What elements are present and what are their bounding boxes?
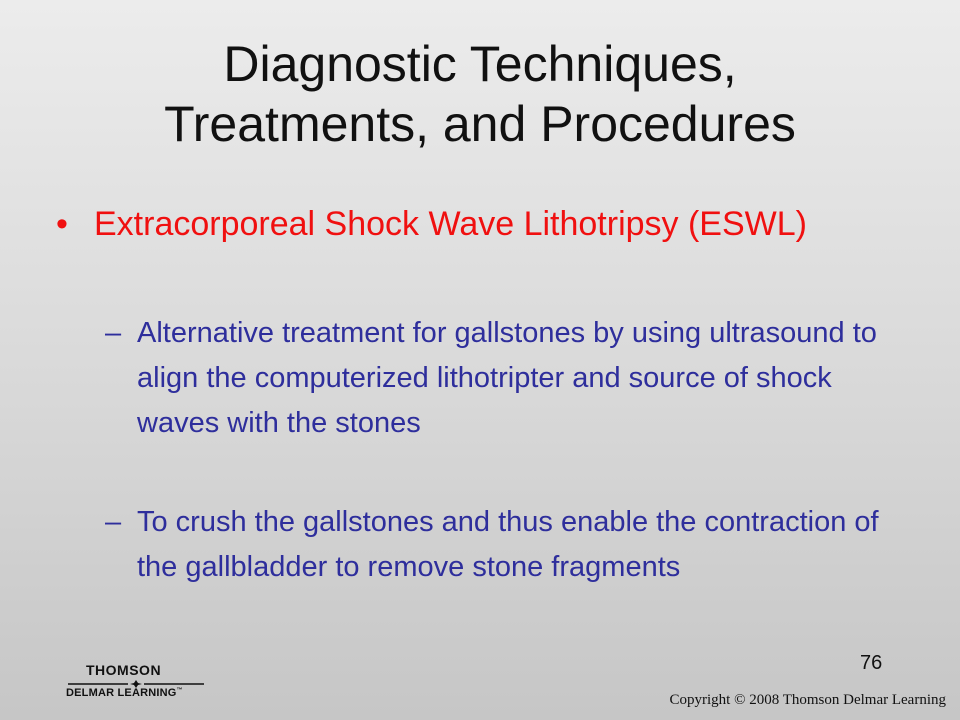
sub-bullet-text: To crush the gallstones and thus enable the contraction of the gallbladder to remove stone fragments (137, 506, 879, 583)
sub-bullet-marker: – (105, 317, 122, 349)
slide-title (60, 34, 900, 154)
main-bullet (56, 202, 916, 246)
logo-line-1: THOMSON (86, 662, 162, 678)
sub-bullet-marker: – (105, 506, 122, 538)
title-line-1: Diagnostic Techniques, (223, 36, 737, 92)
logo-line-2: DELMAR LEARNING™ (66, 687, 183, 699)
page-number: 76 (860, 652, 883, 674)
copyright-notice: Copyright © 2008 Thomson Delmar Learning (669, 692, 946, 708)
title-line-2: Treatments, and Procedures (164, 96, 796, 152)
sub-bullet (105, 311, 905, 446)
bullet-text: Extracorporeal Shock Wave Lithotripsy (ESWL) (94, 205, 807, 243)
publisher-logo (66, 660, 206, 708)
bullet-marker: • (56, 205, 68, 243)
sub-bullet (105, 500, 905, 590)
sub-bullet-text: Alternative treatment for gallstones by using ultrasound to align the computerized lithotripter and source of shock waves with the stones (137, 317, 877, 439)
